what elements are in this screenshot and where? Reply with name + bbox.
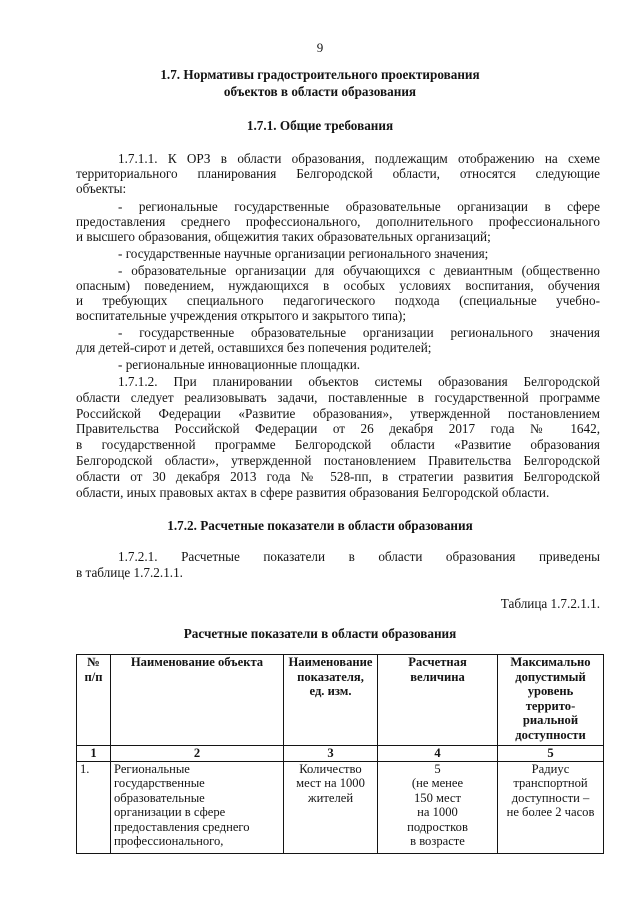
header-col-value: Расчетная величина — [378, 655, 498, 746]
paragraph-line: Белгородской области», утвержденной постановлением Правительства Белгородской — [76, 453, 600, 468]
column-number: 4 — [378, 746, 498, 762]
paragraph-line: 1.7.1.1. К ОРЗ в области образования, подлежащим отображению на схеме — [118, 151, 600, 166]
section-title-line-1: 1.7. Нормативы градостроительного проектирования — [160, 67, 480, 82]
bullet-line: - образовательные организации для обучающихся с девиантным (общественно — [118, 263, 600, 278]
paragraph-line: в государственной программе Белгородской области «Развитие образования — [76, 437, 600, 452]
bullet-line: - региональные государственные образовательные организации в сфере — [118, 199, 600, 214]
paragraph-line: области следует реализовывать задачи, поставленные в государственной программе — [76, 390, 600, 405]
paragraph-line: области от 30 декабря 2013 года № 528-пп, в стратегии развития Белгородской — [76, 469, 600, 484]
paragraph-line: объекты: — [76, 181, 127, 196]
header-col-indicator: Наименование показателя, ед. изм. — [284, 655, 378, 746]
row-object: Региональные государственные образовательные организации в сфере предоставления среднего профессионального, — [111, 761, 284, 853]
table-header-row — [77, 655, 604, 746]
header-col-number: № п/п — [77, 655, 111, 746]
column-number: 1 — [77, 746, 111, 762]
bullet-line: для детей-сирот и детей, оставшихся без попечения родителей; — [76, 340, 432, 355]
bullet-line: - региональные инновационные площадки. — [118, 357, 361, 372]
table-row — [77, 761, 604, 853]
column-number: 3 — [284, 746, 378, 762]
paragraph-line: территориального планирования Белгородской области, относятся следующие — [76, 166, 600, 181]
row-indicator: Количество мест на 1000 жителей — [284, 761, 378, 853]
paragraph-line: 1.7.1.2. При планировании объектов системы образования Белгородской — [118, 374, 600, 389]
page-number: 9 — [316, 40, 324, 55]
paragraph-line: области, иных правовых актах в сфере развития образования Белгородской области. — [76, 485, 550, 500]
header-col-object: Наименование объекта — [111, 655, 284, 746]
paragraph-line: 1.7.2.1. Расчетные показатели в области образования приведены — [118, 549, 600, 564]
table-label: Таблица 1.7.2.1.1. — [500, 596, 600, 611]
table-column-numbers-row — [77, 746, 604, 762]
subsection-title-general-requirements: 1.7.1. Общие требования — [246, 118, 394, 133]
paragraph-line: в таблице 1.7.2.1.1. — [76, 565, 183, 580]
column-number: 2 — [111, 746, 284, 762]
indicators-table — [76, 654, 604, 854]
section-title-line-2: объектов в области образования — [223, 84, 417, 99]
subsection-title-indicators: 1.7.2. Расчетные показатели в области образования — [167, 518, 473, 533]
bullet-line: - государственные научные организации регионального значения; — [118, 246, 489, 261]
bullet-line: опасным) поведением, нуждающихся в особых условиях воспитания, обучения — [76, 278, 600, 293]
bullet-line: воспитательные учреждения открытого и закрытого типа); — [76, 308, 406, 323]
header-col-access: Максимально допустимый уровень террито- риальной доступности — [498, 655, 604, 746]
table-title: Расчетные показатели в области образования — [183, 626, 457, 641]
bullet-line: предоставления среднего профессионального, дополнительного профессионального — [76, 214, 600, 229]
bullet-line: - государственные образовательные организации регионального значения — [118, 325, 600, 340]
bullet-line: и требующих специального педагогического подхода (специальные учебно- — [76, 293, 600, 308]
column-number: 5 — [498, 746, 604, 762]
row-value: 5 (не менее 150 мест на 1000 подростков в возрасте — [378, 761, 498, 853]
paragraph-line: Правительства Российской Федерации от 26 декабря 2017 года № 1642, — [76, 421, 600, 436]
row-number: 1. — [77, 761, 111, 853]
bullet-line: и высшего образования, общежития таких образовательных организаций; — [76, 229, 491, 244]
paragraph-line: Российской Федерации «Развитие образования», утвержденной постановлением — [76, 406, 600, 421]
row-access: Радиус транспортной доступности – не более 2 часов — [498, 761, 604, 853]
